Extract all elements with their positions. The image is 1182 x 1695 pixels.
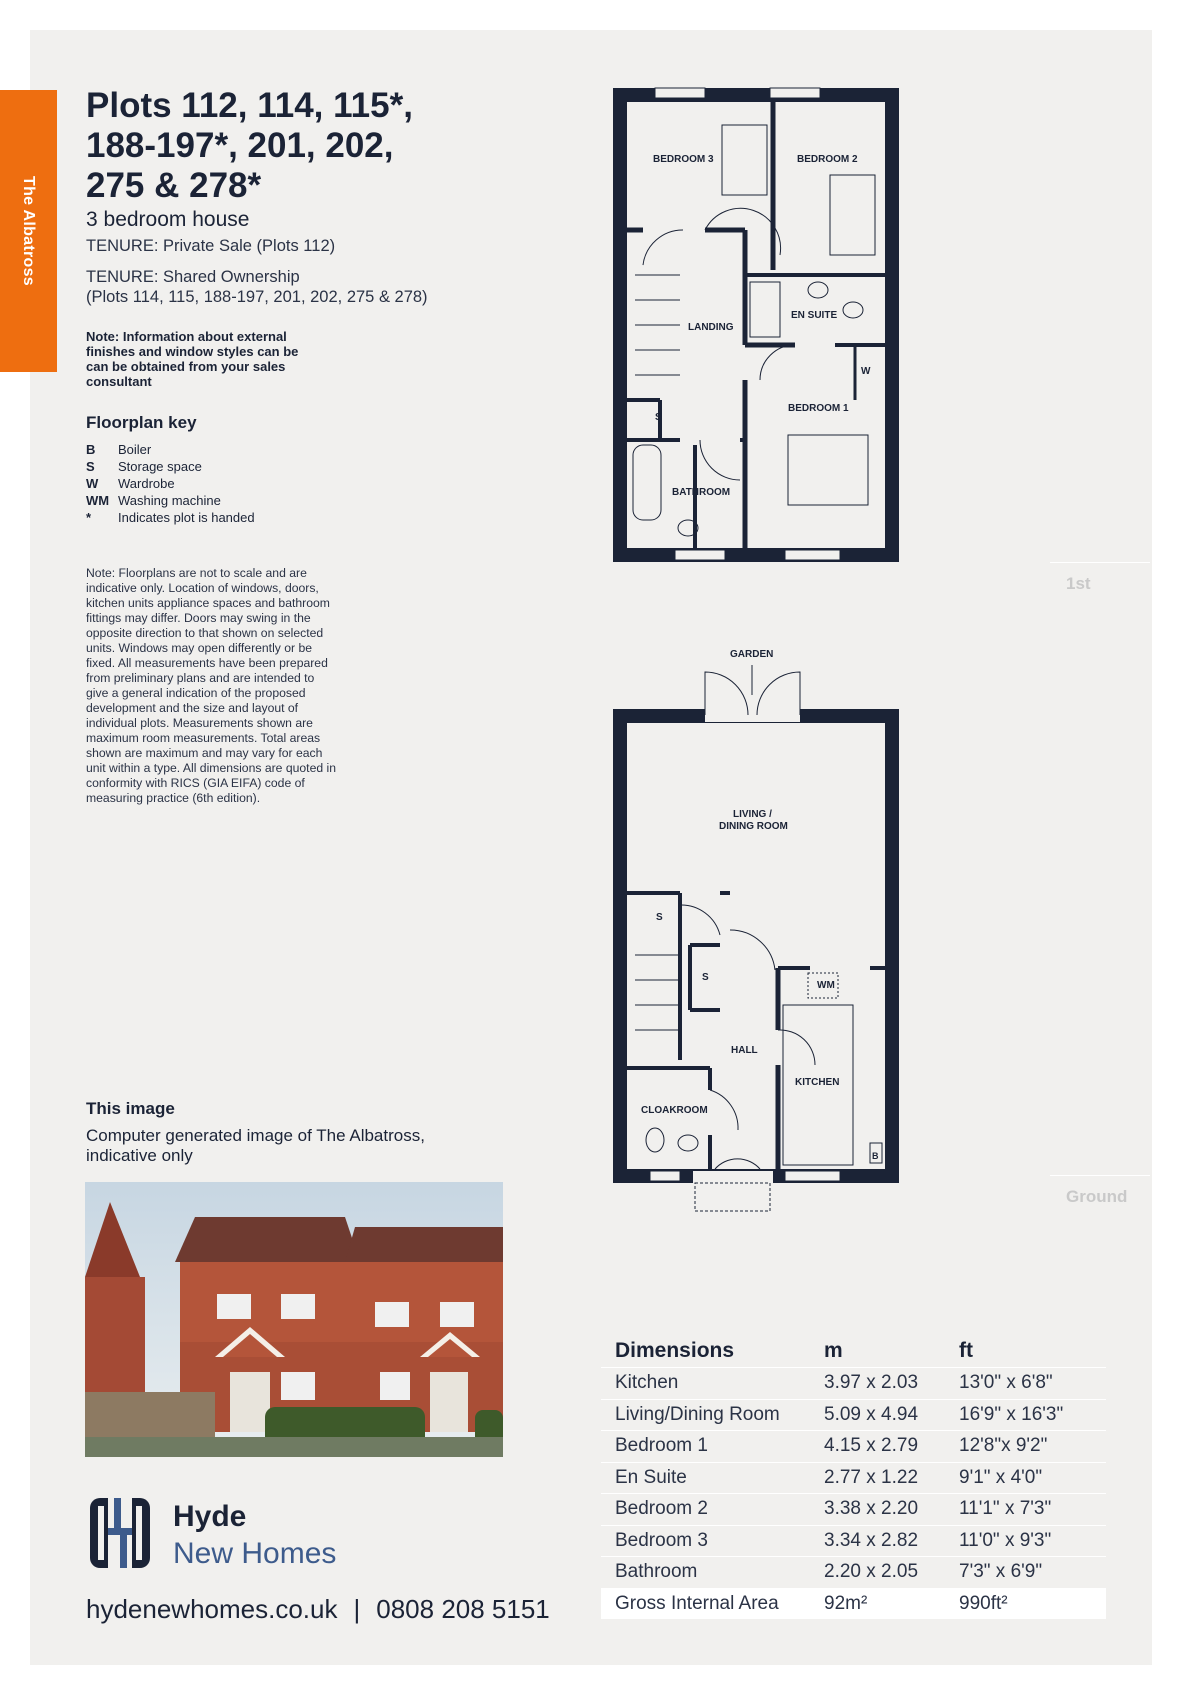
room-metres: 2.20 x 2.05 <box>824 1561 919 1583</box>
room-metres: 3.38 x 2.20 <box>824 1498 919 1520</box>
house-render-image <box>85 1182 503 1457</box>
room-label-wardrobe: W <box>861 366 871 377</box>
title-line: 188-197*, 201, 202, <box>86 126 394 165</box>
title-line: 275 & 278* <box>86 166 262 205</box>
table-header <box>601 1335 1106 1367</box>
room-label-storage: S <box>702 972 709 983</box>
room-label-ensuite: EN SUITE <box>791 310 838 321</box>
header-metres: m <box>824 1339 843 1362</box>
tenure-shared: TENURE: Shared Ownership <box>86 268 300 286</box>
website-link[interactable]: hydenewhomes.co.uk <box>86 1594 338 1624</box>
tenure-shared-plots: (Plots 114, 115, 188-197, 201, 202, 275 & 278) <box>86 288 428 306</box>
floorplan-key-title: Floorplan key <box>86 413 197 432</box>
key-item <box>86 492 255 509</box>
room-feet: 11'1" x 7'3" <box>959 1498 1052 1520</box>
key-label: Boiler <box>118 442 152 457</box>
room-metres: 3.34 x 2.82 <box>824 1529 919 1551</box>
key-label: Indicates plot is handed <box>118 510 255 525</box>
header-dimensions: Dimensions <box>615 1339 735 1362</box>
tenure-private: TENURE: Private Sale (Plots 112) <box>86 237 336 255</box>
room-name: Bedroom 1 <box>615 1435 708 1457</box>
room-name: Bathroom <box>615 1561 698 1583</box>
key-code: B <box>86 442 96 457</box>
table-row <box>601 1430 1106 1462</box>
room-feet: 13'0" x 6'8" <box>959 1372 1053 1394</box>
floor-divider <box>1050 562 1150 563</box>
key-item <box>86 441 255 458</box>
key-code: S <box>86 459 95 474</box>
floor-label-ground: Ground <box>1066 1187 1128 1206</box>
disclaimer: Note: Floorplans are not to scale and are indicative only. Location of windows, doors, kitchen units appliance spaces and bathroom fittings may differ. Doors may swing in the opposite direction to that shown on selected units. Windows may open differently or be fixed. All measurements have been prepared from preliminary plans and are intended to give a general indication of the proposed development and the size and layout of individual plots. Measurements shown are maximum room measurements. Total areas shown are maximum and may vary for each unit within a type. All dimensions are quoted in conformity with RICS (GIA EIFA) code of measuring practice (6th edition). <box>86 566 336 805</box>
key-label: Wardrobe <box>118 476 175 491</box>
room-label-bathroom: BATHROOM <box>672 487 731 498</box>
room-label-bedroom2: BEDROOM 2 <box>797 154 858 165</box>
room-label-garden: GARDEN <box>730 649 774 660</box>
room-name: Bedroom 3 <box>615 1529 708 1551</box>
table-row <box>601 1399 1106 1431</box>
ground-floor-plan <box>620 665 892 1211</box>
phone-number[interactable]: 0808 208 5151 <box>376 1594 550 1624</box>
room-label-storage: S <box>656 912 663 923</box>
room-feet: 7'3" x 6'9" <box>959 1561 1043 1583</box>
room-metres: 5.09 x 4.94 <box>824 1403 919 1425</box>
floor-divider <box>1050 1175 1150 1176</box>
key-code: WM <box>86 493 110 508</box>
page-title <box>86 86 506 206</box>
room-metres: 4.15 x 2.79 <box>824 1435 919 1457</box>
table-row <box>601 1556 1106 1588</box>
contact-line <box>86 1594 550 1625</box>
room-metres: 92m² <box>824 1592 868 1614</box>
room-label-bedroom1: BEDROOM 1 <box>788 403 849 414</box>
key-item <box>86 509 255 526</box>
room-label-hall: HALL <box>731 1045 758 1056</box>
separator: | <box>353 1594 361 1624</box>
title-line: Plots 112, 114, 115*, <box>86 86 413 125</box>
floorplan-key <box>86 441 255 526</box>
header-feet: ft <box>959 1339 973 1362</box>
table-row <box>601 1367 1106 1399</box>
key-code: * <box>86 510 92 525</box>
house-type: 3 bedroom house <box>86 208 250 231</box>
room-metres: 2.77 x 1.22 <box>824 1466 919 1488</box>
room-label-boiler: B <box>872 1151 879 1161</box>
room-name: Kitchen <box>615 1372 679 1394</box>
room-name: Gross Internal Area <box>615 1592 779 1614</box>
room-label-living: LIVING / <box>733 809 772 820</box>
brand-name: Hyde <box>173 1500 247 1533</box>
room-label-storage: S <box>655 412 662 423</box>
room-feet: 11'0" x 9'3" <box>959 1529 1052 1551</box>
key-code: W <box>86 476 99 491</box>
key-item <box>86 458 255 475</box>
finishes-note: Note: Information about external finishes and window styles can be can be obtained from your sales consultant <box>86 329 299 389</box>
table-row <box>601 1462 1106 1494</box>
key-label: Storage space <box>118 459 202 474</box>
floorplan-drawing <box>600 60 900 1220</box>
key-item <box>86 475 255 492</box>
table-row <box>601 1525 1106 1557</box>
room-label-washing-machine: WM <box>817 980 835 991</box>
room-feet: 990ft² <box>959 1592 1008 1614</box>
table-row <box>601 1493 1106 1525</box>
room-metres: 3.97 x 2.03 <box>824 1372 919 1394</box>
room-name: Living/Dining Room <box>615 1403 780 1425</box>
brand-subname: New Homes <box>173 1537 337 1570</box>
room-name: Bedroom 2 <box>615 1498 708 1520</box>
room-label-kitchen: KITCHEN <box>795 1077 840 1088</box>
room-name: En Suite <box>615 1466 687 1488</box>
hyde-logo-icon <box>86 1494 154 1572</box>
side-tab <box>0 90 57 372</box>
room-feet: 12'8"x 9'2" <box>959 1435 1048 1457</box>
image-section-title: This image <box>86 1099 175 1118</box>
table-row-total <box>601 1588 1106 1620</box>
room-label-landing: LANDING <box>688 322 734 333</box>
image-caption: Computer generated image of The Albatross, indicative only <box>86 1126 425 1165</box>
floor-label-first: 1st <box>1066 574 1091 593</box>
room-label-cloakroom: CLOAKROOM <box>641 1105 708 1116</box>
room-label-dining: DINING ROOM <box>719 821 788 832</box>
side-tab-label: The Albatross <box>20 176 37 286</box>
dimensions-table <box>601 1335 1106 1619</box>
room-feet: 16'9" x 16'3" <box>959 1403 1064 1425</box>
room-label-bedroom3: BEDROOM 3 <box>653 154 714 165</box>
room-feet: 9'1" x 4'0" <box>959 1466 1043 1488</box>
key-label: Washing machine <box>118 493 221 508</box>
